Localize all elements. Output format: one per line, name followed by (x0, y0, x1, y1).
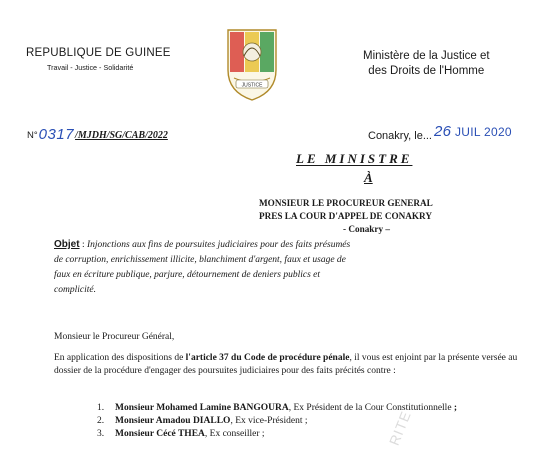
subject-text: Injonctions aux fins de poursuites judiciaires pour des faits présumés de corruption, enrichissement illicite, blanchiment d'argent, faux et usage de faux en écriture publique, parjure, détournement de deniers publics et complicité. (54, 240, 351, 295)
sender-title: LE MINISTRE (296, 151, 413, 166)
body-text-1: En application des dispositions de (54, 353, 186, 363)
accused-end: ; (451, 403, 458, 413)
place-and-date (368, 125, 512, 142)
ministry-line-2: des Droits de l'Homme (368, 65, 485, 77)
reference-code: /MJDH/SG/CAB/2022 (75, 130, 168, 141)
reference-prefix: N° (27, 130, 38, 141)
list-item-number: 2. (97, 416, 105, 426)
date-stamp (434, 123, 512, 140)
ministry-name (363, 49, 490, 79)
date-month-year: JUIL 2020 (454, 125, 512, 139)
reference-handwritten-number: 0317 (38, 126, 75, 143)
list-item (97, 415, 517, 428)
accused-name: Monsieur Amadou DIALLO (115, 416, 231, 426)
accused-role: , Ex Président de la Cour Constitutionnelle (288, 403, 452, 413)
ministry-line-1: Ministère de la Justice et (363, 50, 490, 62)
country-name: REPUBLIQUE DE GUINEE (26, 47, 171, 59)
body-legal-reference: l'article 37 du Code de procédure pénale (185, 353, 350, 363)
stamp-watermark: RITE (385, 408, 415, 448)
place: Conakry, le... (368, 130, 432, 142)
subject-separator: : (79, 240, 87, 250)
recipient-line-2: PRES LA COUR D'APPEL DE CONAKRY (259, 211, 432, 221)
body-text-2: , il vous est enjoint par la présente versée au dossier de la procédure d'engager des poursuites judiciaires pour des faits précités contre : (54, 353, 518, 376)
emblem-banner: JUSTICE (241, 82, 263, 89)
to-mark: À (364, 170, 373, 185)
coat-of-arms-emblem (222, 26, 282, 102)
list-item-number: 1. (97, 403, 105, 413)
reference-number (27, 124, 168, 141)
subject-label: Objet (54, 239, 80, 250)
list-item (97, 428, 517, 441)
body-paragraph (54, 352, 524, 378)
recipient-line-3: - Conakry – (343, 224, 390, 234)
list-item-number: 3. (97, 429, 105, 439)
accused-list (97, 402, 517, 441)
list-item (97, 402, 517, 415)
accused-name: Monsieur Mohamed Lamine BANGOURA (115, 403, 289, 413)
recipient-line-1: MONSIEUR LE PROCUREUR GENERAL (259, 198, 433, 208)
subject-block (54, 237, 354, 298)
accused-name: Monsieur Cécé THEA (115, 429, 205, 439)
accused-role: , Ex vice-Président ; (230, 416, 308, 426)
date-day: 26 (434, 123, 452, 140)
accused-role: , Ex conseiller ; (204, 429, 265, 439)
salutation: Monsieur le Procureur Général, (54, 332, 175, 342)
national-motto: Travail - Justice - Solidarité (47, 63, 134, 72)
